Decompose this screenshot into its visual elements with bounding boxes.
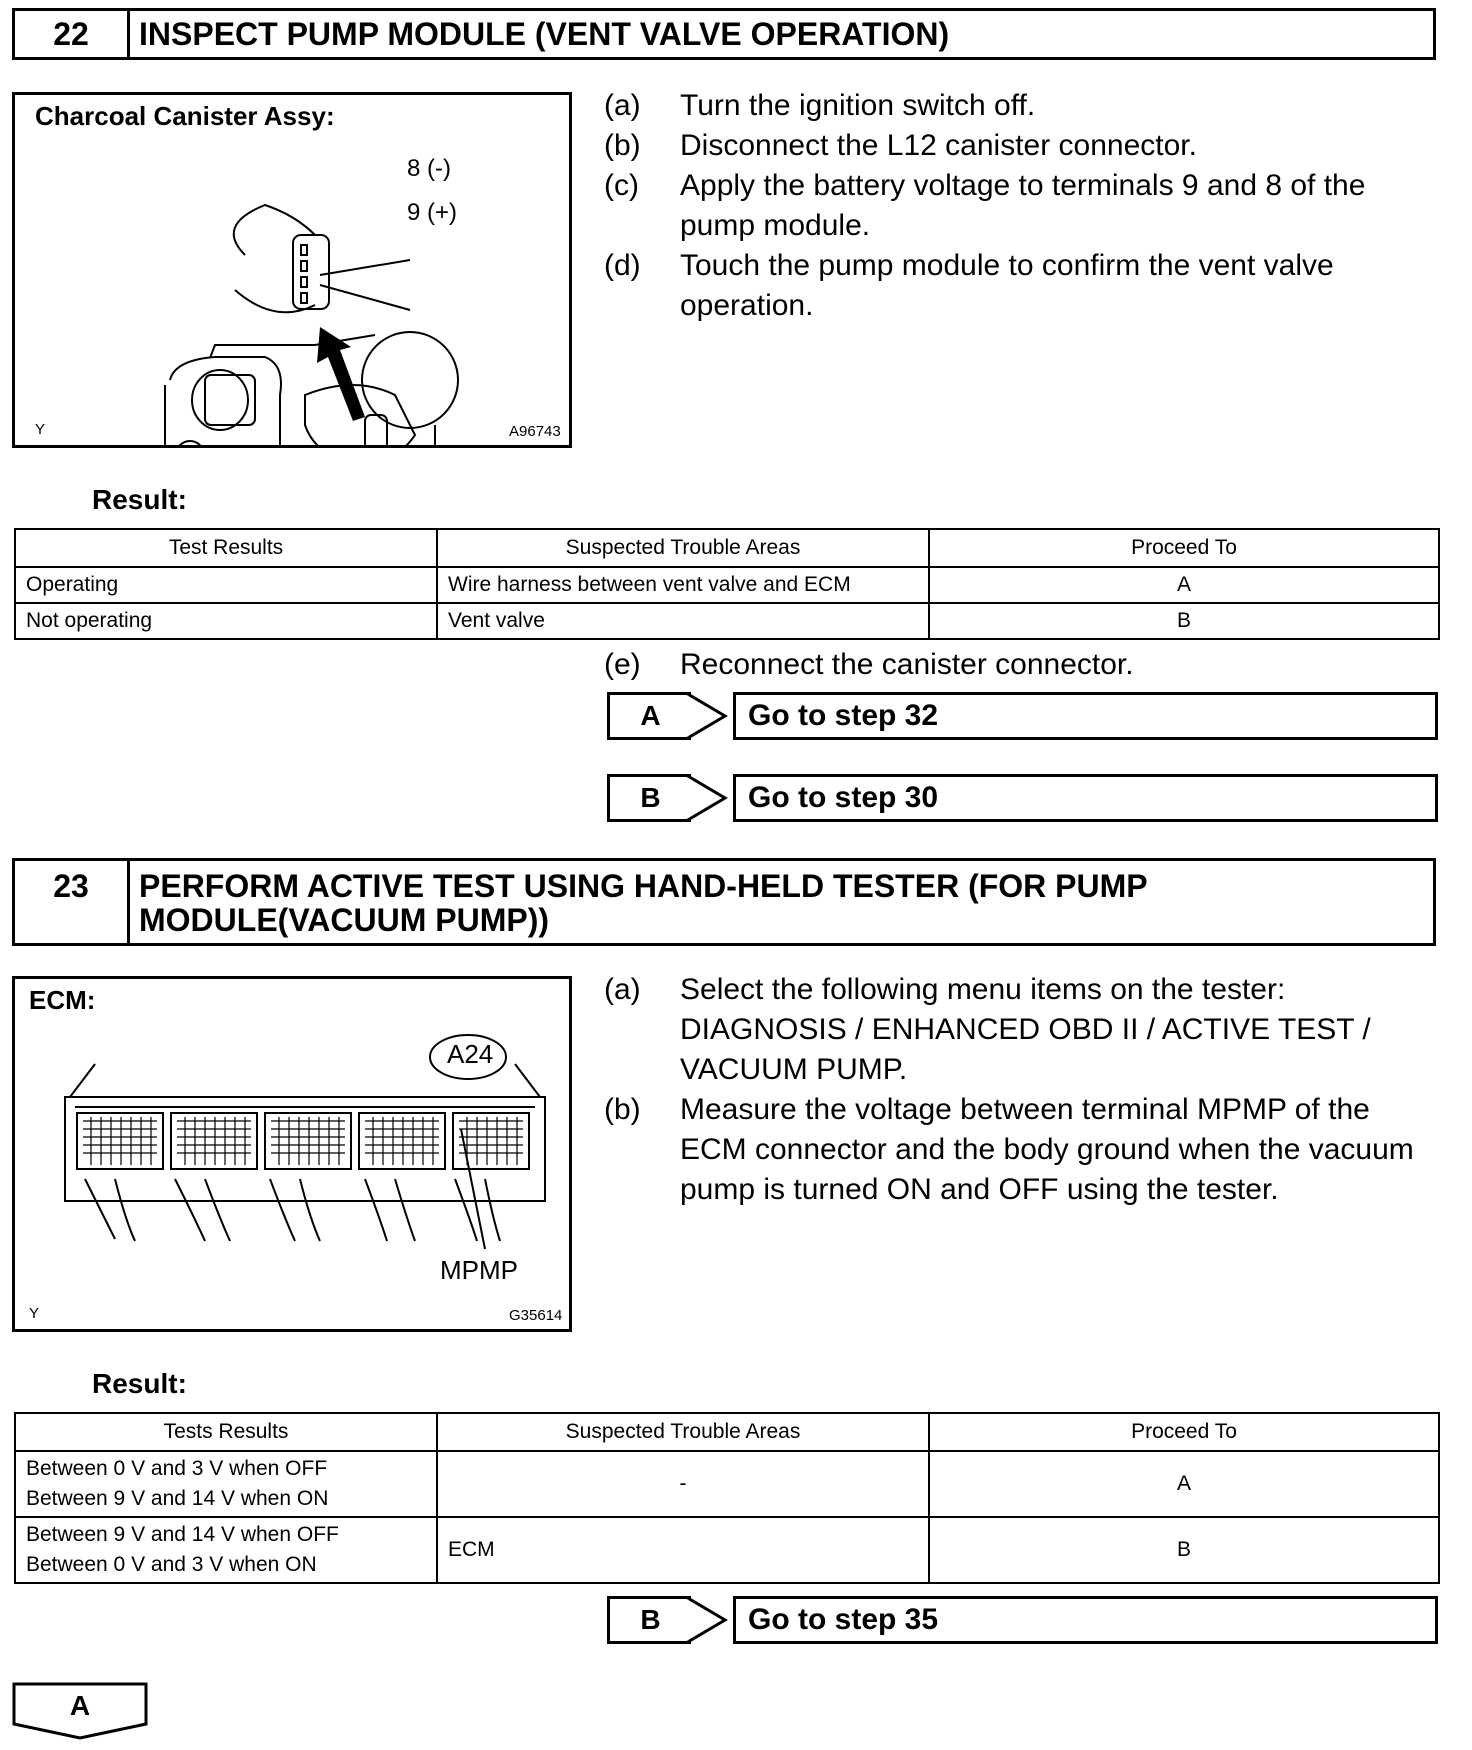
table-row (15, 567, 1439, 603)
step-22-after-instruction (604, 645, 1444, 685)
table-cell: B (929, 1517, 1439, 1583)
table-header-row (15, 529, 1439, 567)
table-header-row (15, 1413, 1439, 1451)
column-header: Proceed To (929, 1413, 1439, 1451)
pin-8-label: 8 (-) (407, 155, 451, 182)
table-row (15, 1517, 1439, 1583)
step-23-header (12, 858, 1436, 946)
step-22-result-table (14, 528, 1440, 640)
step-title-line-2: MODULE(VACUUM PUMP)) (139, 902, 550, 938)
figure-corner-mark: Y (29, 1305, 40, 1322)
figure-corner-mark: Y (35, 421, 46, 438)
table-row (15, 1451, 1439, 1517)
continue-letter: A (69, 1690, 91, 1721)
table-cell: Wire harness between vent valve and ECM (437, 567, 929, 603)
instruction-text: Turn the ignition switch off. (680, 89, 1036, 122)
proceed-letter: B (607, 1596, 691, 1644)
proceed-b[interactable] (607, 1596, 1438, 1648)
figure-label: ECM: (29, 985, 96, 1015)
table-cell: A (929, 1451, 1439, 1517)
step-23-instructions (604, 970, 1444, 1210)
terminal-label: MPMP (440, 1255, 518, 1285)
arrow-right-icon (687, 692, 735, 740)
table-cell: Operating (15, 567, 437, 603)
arrow-right-icon (687, 774, 735, 822)
pin-9-label: 9 (+) (407, 199, 458, 226)
instruction-item (604, 86, 1444, 126)
instruction-item (604, 970, 1444, 1090)
arrow-right-icon (687, 1596, 735, 1644)
table-cell: ECM (437, 1517, 929, 1583)
instruction-label: (a) (604, 973, 641, 1006)
figure-label: Charcoal Canister Assy: (35, 101, 335, 131)
instruction-label: (b) (604, 129, 641, 162)
table-cell: - (437, 1451, 929, 1517)
table-cell (15, 1451, 437, 1517)
table-cell: A (929, 567, 1439, 603)
table-row (15, 603, 1439, 639)
table-cell: Not operating (15, 603, 437, 639)
canister-figure (12, 92, 572, 448)
column-header: Proceed To (929, 529, 1439, 567)
instruction-item (604, 246, 1444, 326)
cell-line: Between 9 V and 14 V when OFF (26, 1523, 339, 1546)
instruction-text: Disconnect the L12 canister connector. (680, 129, 1197, 162)
instruction-item (604, 166, 1444, 246)
continue-a-marker[interactable] (12, 1682, 148, 1740)
cell-line: Between 0 V and 3 V when ON (26, 1553, 317, 1576)
cell-line: Between 9 V and 14 V when ON (26, 1487, 329, 1510)
proceed-target: Go to step 35 (733, 1596, 1438, 1644)
instruction-text: Select the following menu items on the tester: DIAGNOSIS / ENHANCED OBD II / ACTIVE TEST / VACUUM PUMP. (680, 973, 1371, 1086)
instruction-text: Reconnect the canister connector. (680, 648, 1134, 681)
column-header: Suspected Trouble Areas (437, 1413, 929, 1451)
step-23-result-table (14, 1412, 1440, 1584)
instruction-label: (c) (604, 169, 639, 202)
figure-code: A96743 (509, 423, 561, 440)
canister-illustration (15, 95, 569, 445)
step-22-header (12, 8, 1436, 60)
proceed-b[interactable] (607, 774, 1438, 826)
proceed-target: Go to step 32 (733, 692, 1438, 740)
proceed-letter: A (607, 692, 691, 740)
result-heading: Result: (92, 1368, 187, 1399)
proceed-target: Go to step 30 (733, 774, 1438, 822)
instruction-text: Apply the battery voltage to terminals 9 and 8 of the pump module. (680, 169, 1366, 242)
instruction-text: Measure the voltage between terminal MPMP of the ECM connector and the body ground when the vacuum pump is turned ON and OFF using the tester. (680, 1093, 1414, 1206)
cell-line: Between 0 V and 3 V when OFF (26, 1457, 328, 1480)
step-number: 22 (15, 11, 130, 57)
step-number: 23 (15, 861, 130, 943)
table-cell: Vent valve (437, 603, 929, 639)
instruction-item (604, 645, 1444, 685)
step-title: INSPECT PUMP MODULE (VENT VALVE OPERATION) (139, 16, 950, 52)
instruction-label: (e) (604, 648, 641, 681)
instruction-label: (b) (604, 1093, 641, 1126)
figure-code: G35614 (509, 1307, 563, 1324)
table-cell: B (929, 603, 1439, 639)
column-header: Test Results (15, 529, 437, 567)
proceed-letter: B (607, 774, 691, 822)
connector-label: A24 (447, 1039, 494, 1069)
proceed-a[interactable] (607, 692, 1438, 744)
instruction-label: (d) (604, 249, 641, 282)
result-heading: Result: (92, 484, 187, 515)
table-cell (15, 1517, 437, 1583)
ecm-figure (12, 976, 572, 1332)
column-header: Suspected Trouble Areas (437, 529, 929, 567)
column-header: Tests Results (15, 1413, 437, 1451)
instruction-label: (a) (604, 89, 641, 122)
instruction-text: Touch the pump module to confirm the vent valve operation. (680, 249, 1334, 322)
step-22-instructions (604, 86, 1444, 326)
instruction-item (604, 126, 1444, 166)
step-title-line-1: PERFORM ACTIVE TEST USING HAND-HELD TESTER (FOR PUMP (139, 868, 1148, 904)
instruction-item (604, 1090, 1444, 1210)
